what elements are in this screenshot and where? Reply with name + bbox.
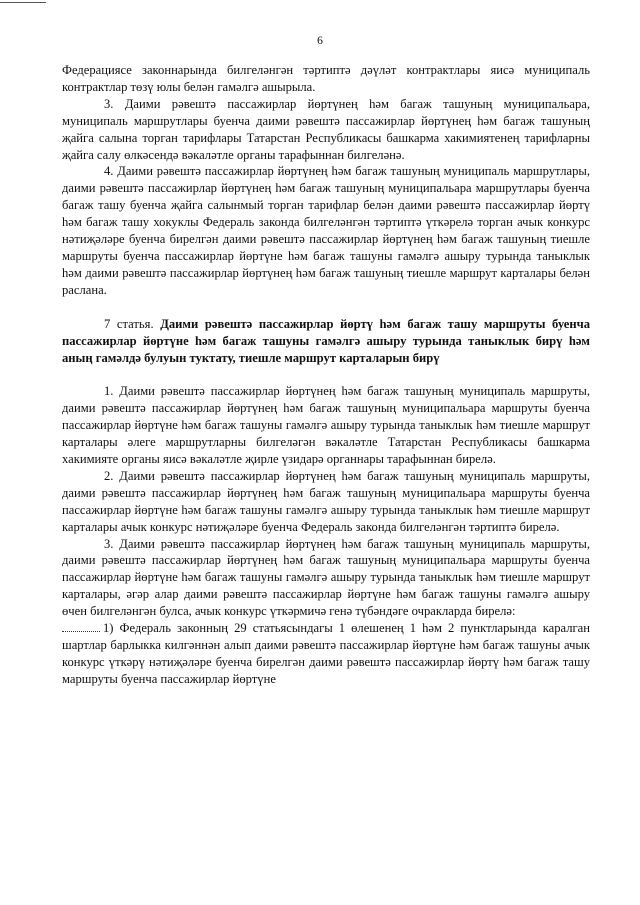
paragraph-continuation: Федерациясе законнарында билгеләнгән тәртиптә дәүләт контрактлары яисә муниципаль контрактлар төзү юлы белән гамәлгә ашырыла. <box>62 63 590 94</box>
subitem1-text: 1) Федераль законның 29 статьясындагы 1 өлешенең 1 һәм 2 пунктларында каралган шартлар барлыкка килгәннән алып даими рәвештә пассажирлар йөртүне һәм багаж ташуны ачык конкурс үткәрү нәтиҗәләре буенча бирелгән даими рәвештә пассажирлар йөртү һәм багаж ташу маршруты буенча пассажирлар йөртүне <box>62 621 590 686</box>
page-number: 6 <box>317 35 323 47</box>
article-7-number: 7 статья. <box>104 316 161 331</box>
article-7-title: Даими рәвештә пассажирлар йөртү һәм багаж ташу маршруты буенча пассажирлар йөртүне һәм багаж ташуны гамәлгә ашыру турында таныклык бирү һәм аның гамәлдә булуын туктату, тиешле маршрут карталарын бирү <box>62 316 590 365</box>
document-body <box>62 62 590 688</box>
paragraph-article6-item4: 4. Даими рәвештә пассажирлар йөртүнең һәм багаж ташуның муниципаль маршрутлары, даими рәвештә пассажирлар йөртүнең һәм багаж ташуның муниципальара маршрутлары буенча багаж ташу буенча җайга салынмый торган тарифлар белән даими рәвештә пассажирлар йөртү һәм багаж ташу хокуклы Федераль законда билгеләнгән тәртиптә үткәрелә торган ачык конкурс нәтиҗәләре буенча бирелгән даими рәвештә пассажирлар йөртүнең һәм багаж ташуның тиешле маршруты буенча пассажирлар йөртүне һәм багаж ташуны гамәлгә ашыру турында таныклык һәм даими рәвештә пассажирлар йөртүнең һәм багаж ташуның тиешле маршрут карталары белән раслана. <box>62 164 590 297</box>
dotted-leader <box>62 623 100 632</box>
paragraph-article7-subitem1 <box>62 620 590 688</box>
paragraph-article7-item1: 1. Даими рәвештә пассажирлар йөртүнең һәм багаж ташуның муниципаль маршруты, даими рәвештә пассажирлар йөртүнең һәм багаж ташуның муниципальара маршруты буенча пассажирлар йөртүне һәм багаж ташуны гамәлгә ашыру турында таныклык һәм тиешле маршрут карталары әлеге маршрутларны билгеләгән вәкаләтле Татарстан Республикасы башкарма хакимияте органы яисә вәкаләтле җирле үзидарә органнары тарафыннан бирелә. <box>62 384 590 467</box>
corner-rule <box>0 2 46 3</box>
paragraph-article7-item2: 2. Даими рәвештә пассажирлар йөртүнең һәм багаж ташуның муниципаль маршруты, даими рәвештә пассажирлар йөртүнең һәм багаж ташуның муниципальара маршруты буенча пассажирлар йөртүне һәм багаж ташуны гамәлгә ашыру турында таныклык һәм тиешле маршрут карталары ачык конкурс нәтиҗәләре буенча Федераль законда билгеләнгән тәртиптә бирелә. <box>62 468 590 534</box>
paragraph-article7-item3: 3. Даими рәвештә пассажирлар йөртүнең һәм багаж ташуның муниципаль маршруты, даими рәвештә пассажирлар йөртүнең һәм багаж ташуның муниципальара маршруты буенча пассажирлар йөртүне һәм багаж ташуны гамәлгә ашыру турында таныклык һәм тиешле маршрут карталары, әгәр алар даими рәвештә пассажирлар йөртүне һәм багаж ташуны гамәлгә ашыру өчен билгеләнгән булса, ачык конкурс үткәрмичә генә түбәндәге очракларда бирелә: <box>62 536 590 619</box>
article-7-heading <box>62 316 590 367</box>
paragraph-article6-item3: 3. Даими рәвештә пассажирлар йөртүнең һәм багаж ташуның муниципальара, муниципаль маршрутлары буенча даими рәвештә пассажирлар йөртүнең һәм багаж ташуның җайга салына торган тарифлары Татарстан Республикасы башкарма хакимиятенең тарифларны җайга салу өлкәсендә вәкаләтле органы тарафыннан билгеләнә. <box>62 96 590 162</box>
